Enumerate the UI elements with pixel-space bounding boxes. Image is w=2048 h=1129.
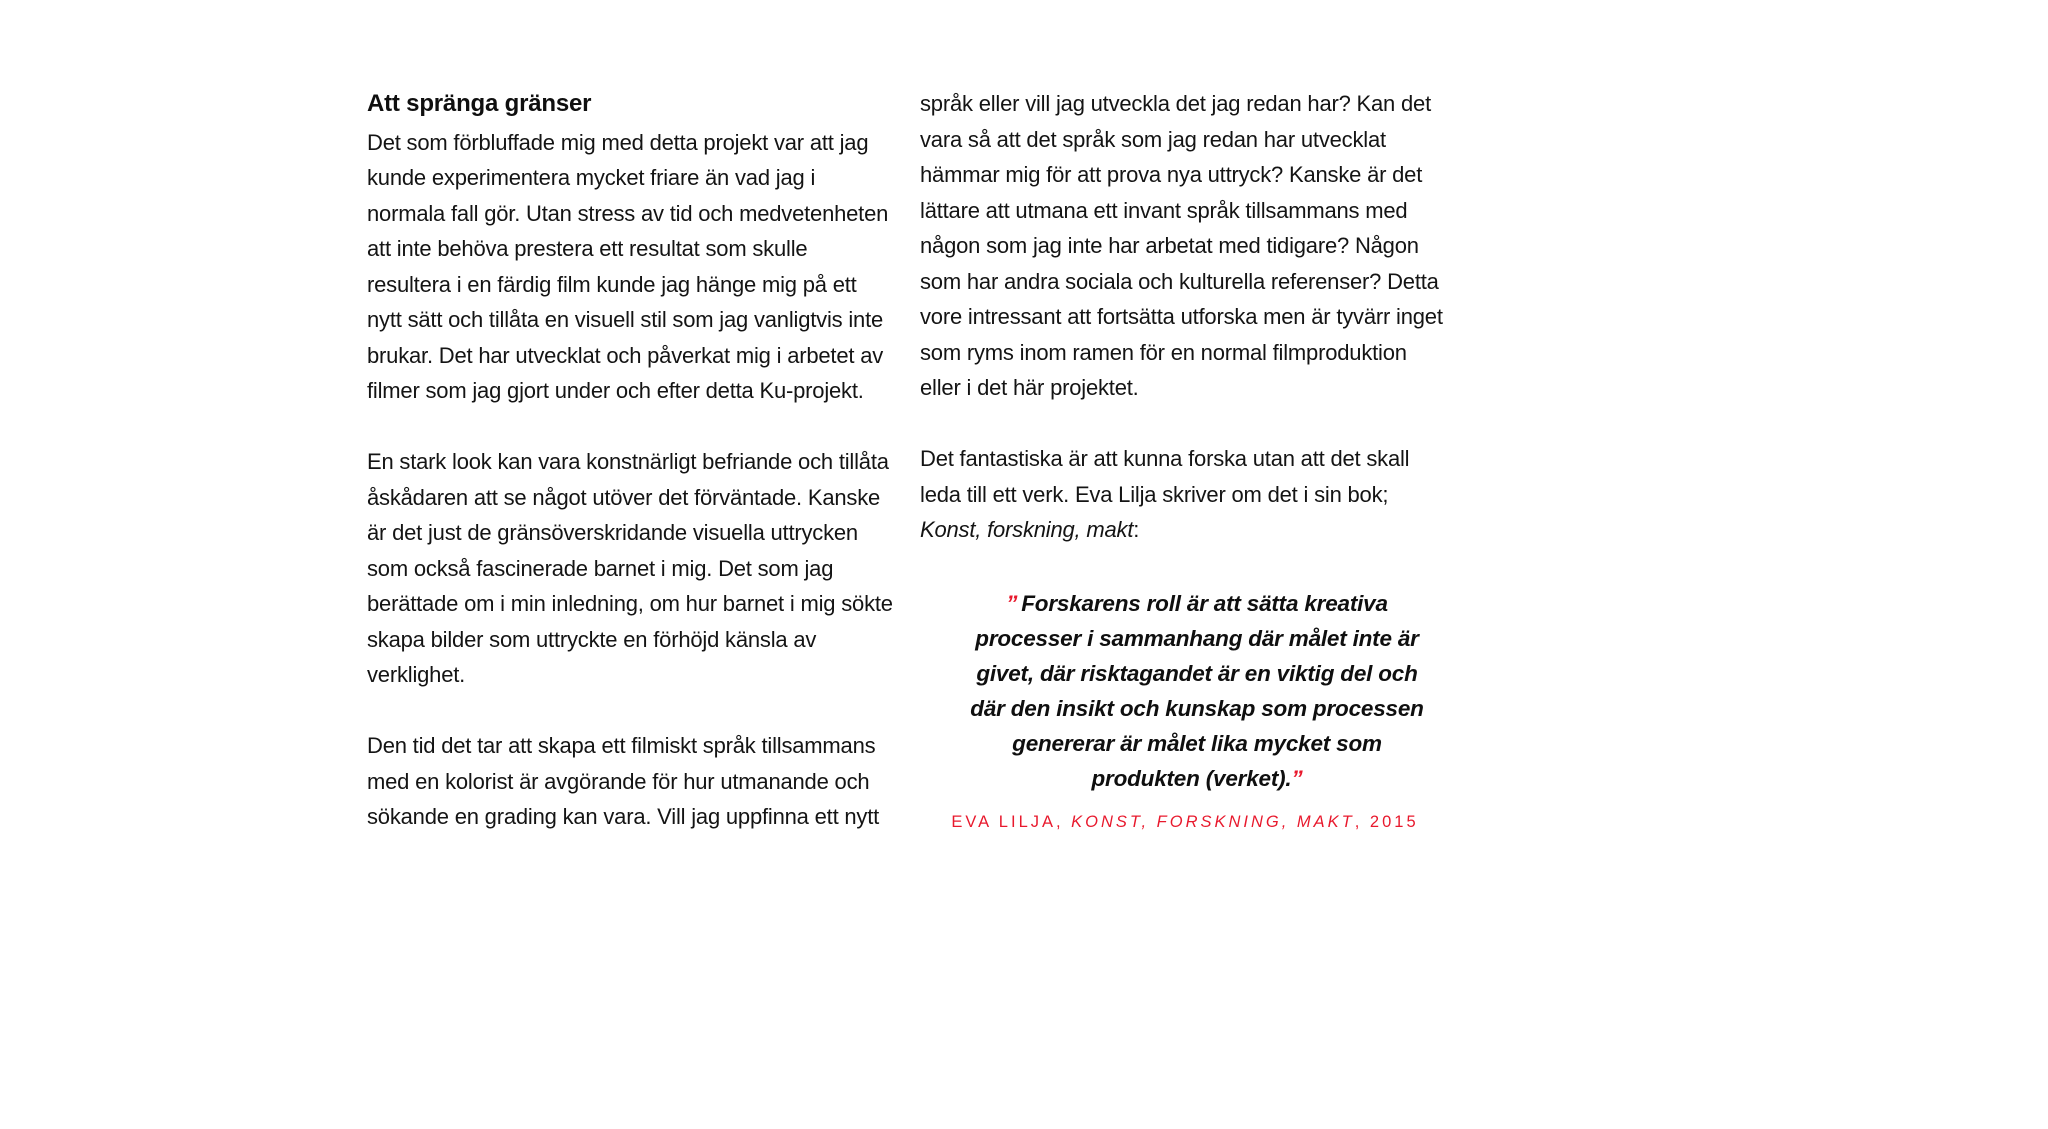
citation-work-title: KONST, FORSKNING, MAKT <box>1071 812 1355 831</box>
citation-year: , 2015 <box>1354 812 1419 831</box>
right-column <box>920 86 1450 834</box>
pull-quote-text: Forskarens roll är att sätta kreativa processer i sammanhang där målet inte är givet, där risktagandet är en viktig del och där den insikt och kunskap som processen genererar är målet lika mycket som produkten (verket). <box>970 590 1424 791</box>
quote-citation <box>920 810 1450 834</box>
section-title: Att spränga gränser <box>367 90 592 117</box>
paragraph-right-2 <box>920 441 1450 548</box>
paragraph-right-2-suffix: : <box>1133 517 1140 542</box>
book-title-inline: Konst, forskning, makt <box>920 517 1134 542</box>
paragraph-left-1: Det som förbluffade mig med detta projekt var att jag kunde experimentera mycket friare än vad jag i normala fall gör. Utan stress av tid och medvetenheten att inte behöva prestera ett resultat som skulle resultera i en färdig film kunde jag hänge mig på ett nytt sätt och tillåta en visuell stil som jag vanligtvis inte brukar. Det har utvecklat och påverkat mig i arbetet av filmer som jag gjort under och efter detta Ku-projekt. <box>367 129 889 403</box>
paragraph-right-2-text: Det fantastiska är att kunna forska utan att det skall leda till ett verk. Eva Lilja skriver om det i sin bok; <box>920 446 1410 507</box>
citation-author: EVA LILJA, <box>951 812 1072 831</box>
close-quote-mark: ” <box>1291 765 1303 791</box>
paragraph-left-3: Den tid det tar att skapa ett filmiskt språk tillsammans med en kolorist är avgörande för hur utmanande och sökande en grading kan vara. Vill jag uppfinna ett nytt <box>367 733 880 829</box>
paragraph-left-2: En stark look kan vara konstnärligt befriande och tillåta åskådaren att se något utöver det förväntade. Kanske är det just de gränsöverskridande visuella uttrycken som också fascinerade barnet i mig. Det som jag berättade om i min inledning, om hur barnet i mig sökte skapa bilder som uttryckte en förhöjd känsla av verklighet. <box>367 449 893 687</box>
open-quote-mark: ” <box>1006 590 1018 616</box>
pull-quote <box>962 586 1432 796</box>
left-column <box>367 86 894 835</box>
paragraph-right-1: språk eller vill jag utveckla det jag redan har? Kan det vara så att det språk som jag redan har utvecklat hämmar mig för att prova nya uttryck? Kanske är det lättare att utmana ett invant språk tillsammans med någon som jag inte har arbetat med tidigare? Någon som har andra sociala och kulturella referenser? Detta vore intressant att fortsätta utforska men är tyvärr inget som ryms inom ramen för en normal filmproduktion eller i det här projektet. <box>920 91 1443 400</box>
